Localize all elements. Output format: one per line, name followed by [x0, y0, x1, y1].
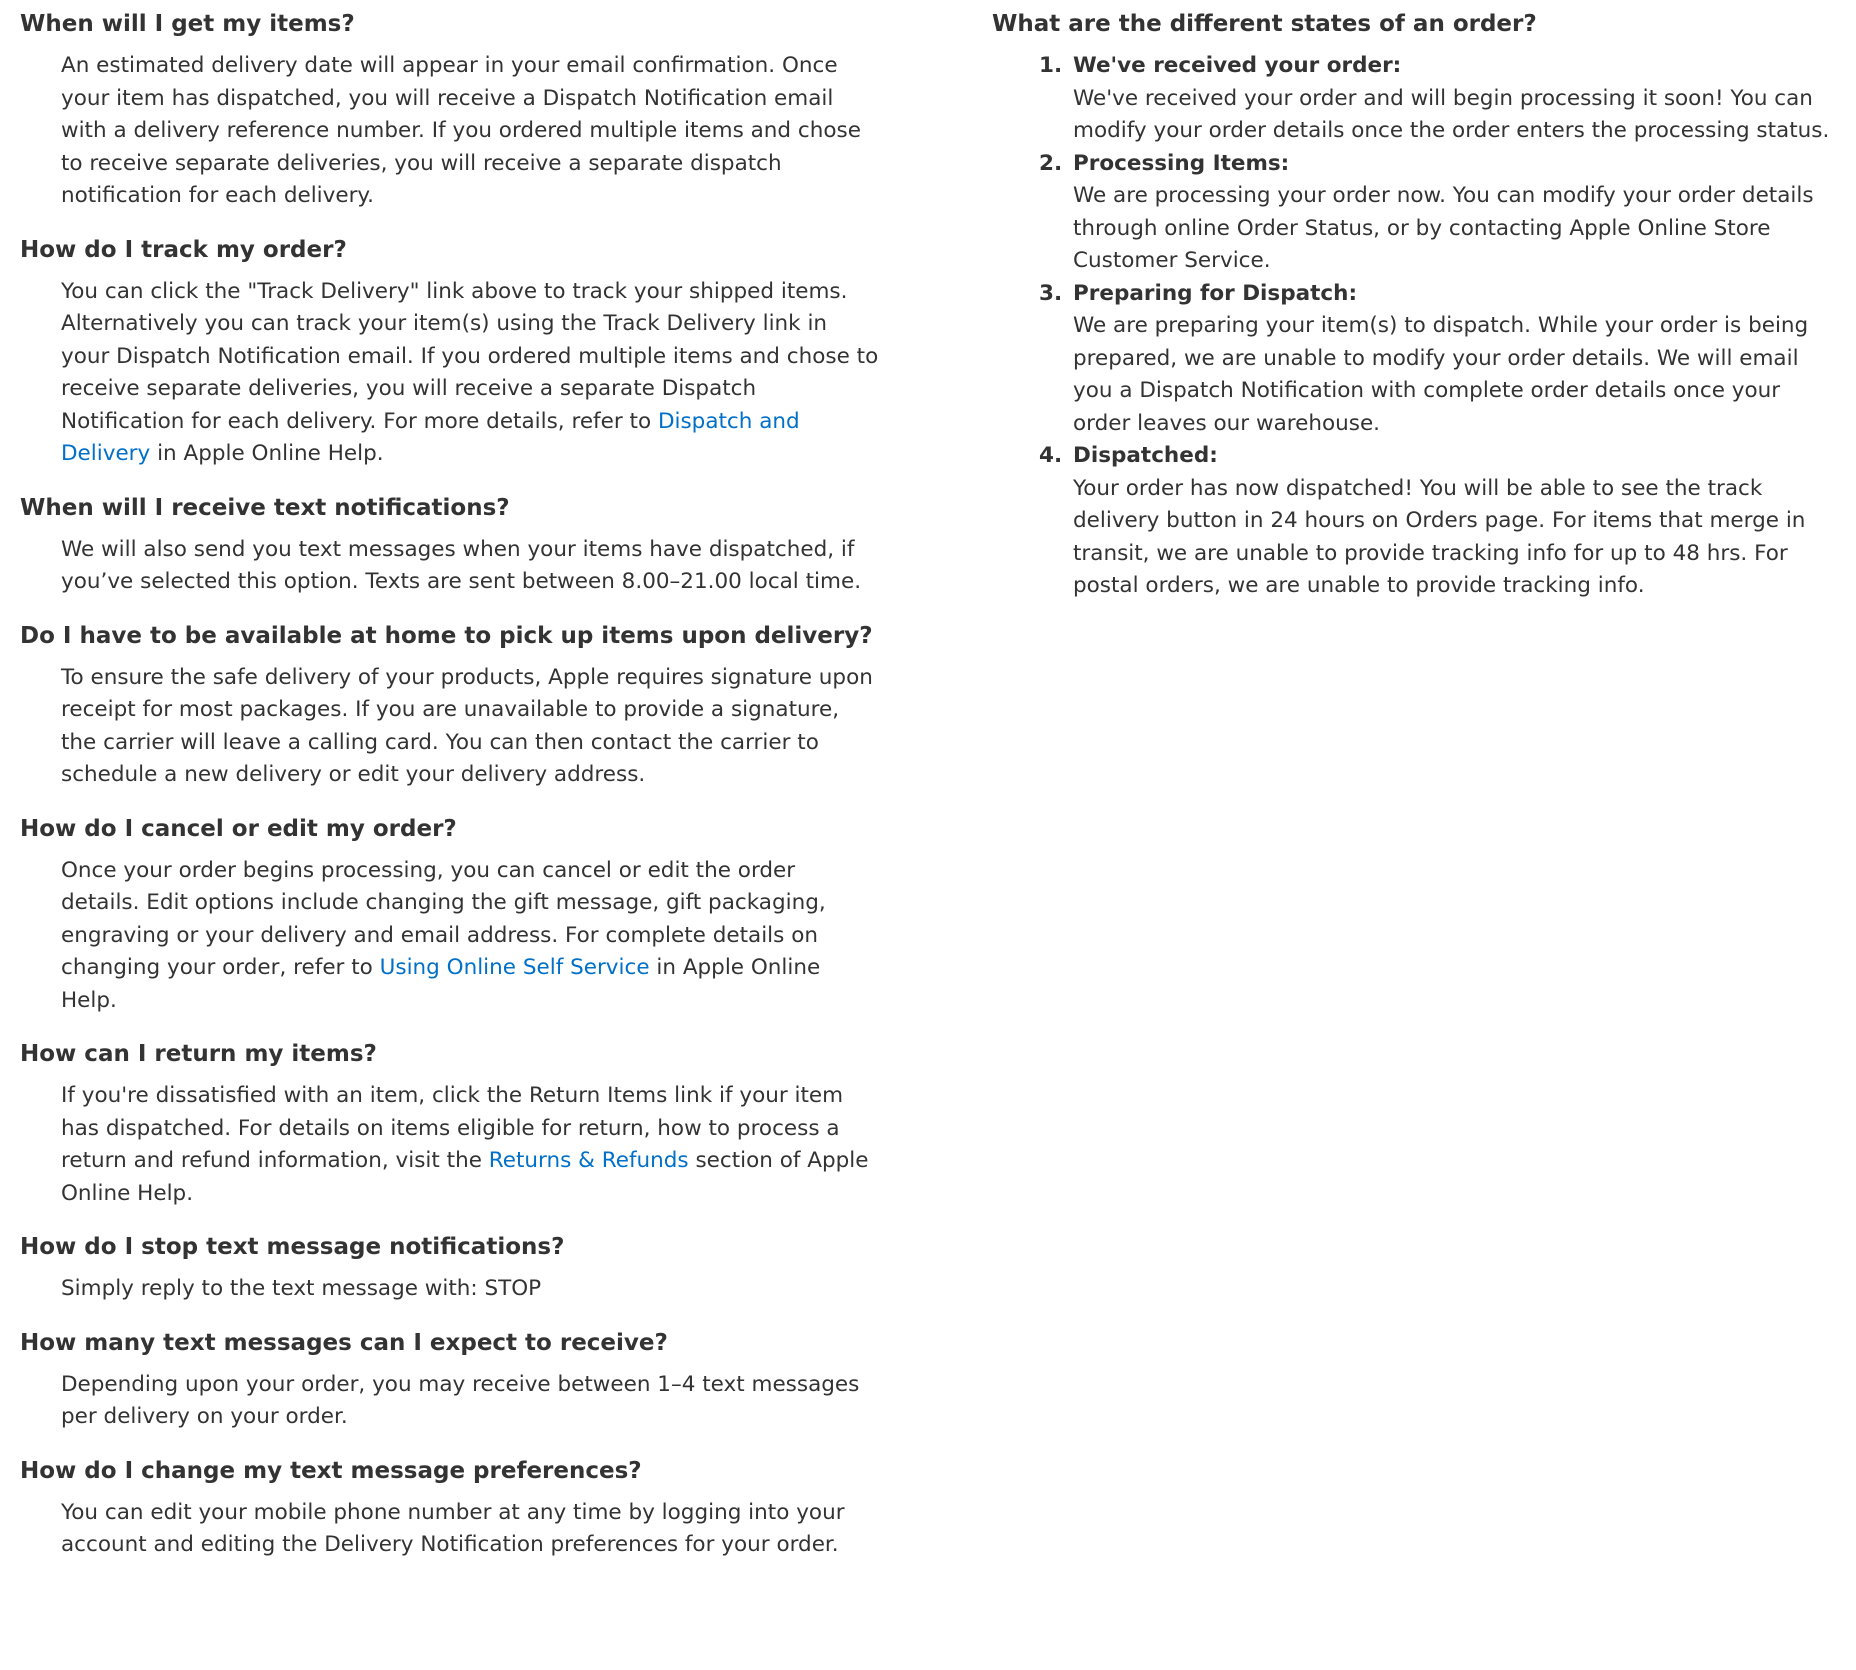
faq-item-return-items [20, 1038, 880, 1210]
faq-question: When will I receive text notifications? [20, 494, 510, 521]
faq-answer-text: Simply reply to the text message with: STOP [61, 1276, 542, 1301]
faq-answer [61, 534, 880, 599]
returns-and-refunds-link[interactable]: Returns & Refunds [488, 1148, 689, 1173]
faq-answer-text: Once your order begins processing, you can cancel or edit the order details. Edit options include changing the gift message, gift packaging, engraving or your delivery and email address. For complete details on changing your order, refer to [61, 857, 826, 980]
faq-answer-text: We will also send you text messages when your items have dispatched, if you’ve selected this option. Texts are sent between 8.00–21.00 local time. [61, 536, 862, 594]
state-title: Preparing for Dispatch: [1073, 280, 1358, 306]
faq-question: How do I change my text message preferences? [20, 1457, 642, 1484]
state-title: Dispatched: [1073, 443, 1218, 468]
faq-question: How do I track my order? [20, 236, 347, 263]
faq-answer [61, 1369, 880, 1434]
faq-answer [61, 1497, 880, 1562]
faq-item-how-many-texts [20, 1327, 880, 1434]
faq-answer [61, 662, 880, 792]
dispatch-and-delivery-link[interactable]: Dispatch and Delivery [61, 408, 800, 466]
faq-item-available-at-home [20, 620, 880, 792]
state-title: Processing Items: [1073, 150, 1290, 176]
state-number: 3. [1039, 280, 1063, 306]
faq-answer-text: Depending upon your order, you may receive between 1–4 text messages per delivery on your order. [61, 1371, 860, 1429]
order-states-list [992, 50, 1832, 603]
faq-answer-text: An estimated delivery date will appear in your email confirmation. Once your item has dispatched, you will receive a Dispatch Notification email with a delivery reference number. If you ordered multiple items and chose to receive separate deliveries, you will receive a separate dispatch notification for each delivery. [61, 53, 861, 208]
using-online-self-service-link[interactable]: Using Online Self Service [379, 955, 650, 980]
faq-answer [61, 1273, 880, 1306]
state-description: We are preparing your item(s) to dispatch. While your order is being prepared, we are unable to modify your order details. We will email you a Dispatch Notification with complete order details once your order leaves our warehouse. [1073, 313, 1809, 436]
faq-answer-text: section of Apple Online Help. [61, 1148, 869, 1206]
state-description: Your order has now dispatched! You will be able to see the track delivery button in 24 hours on Orders page. For items that merge in transit, we are unable to provide tracking info for up to 48 hrs. For postal orders, we are unable to provide tracking info. [1073, 475, 1806, 598]
faq-question: How many text messages can I expect to receive? [20, 1329, 668, 1356]
faq-answer-text: You can click the "Track Delivery" link above to track your shipped items. Alternatively you can track your item(s) using the Track Delivery link in your Dispatch Notification email. If you ordered multiple items and chose to receive separate deliveries, you will receive a separate Dispatch Notification for each delivery. For more details, refer to [61, 278, 879, 434]
faq-answer [61, 855, 880, 1018]
state-number: 4. [1039, 443, 1063, 468]
faq-item-text-notifications [20, 492, 880, 599]
faq-item-stop-text [20, 1231, 880, 1306]
state-title: We've received your order: [1073, 53, 1402, 78]
faq-answer-text: If you're dissatisfied with an item, click the Return Items link if your item has dispatched. For details on items eligible for return, how to process a return and refund information, visit the [61, 1083, 844, 1173]
order-states-column [992, 8, 1832, 603]
faq-question: How do I cancel or edit my order? [20, 815, 457, 842]
state-description: We've received your order and will begin processing it soon! You can modify your order details once the order enters the processing status. [1073, 85, 1830, 143]
state-number: 1. [1039, 53, 1063, 78]
faq-answer [61, 1080, 880, 1210]
faq-item-cancel-edit [20, 813, 880, 1018]
faq-item-track-order [20, 234, 880, 471]
state-number: 2. [1039, 150, 1063, 176]
order-state-processing [992, 148, 1832, 278]
faq-answer-text: in Apple Online Help. [150, 441, 384, 466]
faq-answer-text: To ensure the safe delivery of your products, Apple requires signature upon receipt for most packages. If you are unavailable to provide a signature, the carrier will leave a calling card. You can then contact the carrier to schedule a new delivery or edit your delivery address. [61, 664, 873, 787]
faq-question: Do I have to be available at home to pick up items upon delivery? [20, 622, 873, 649]
faq-answer-text: in Apple Online Help. [61, 955, 821, 1013]
state-description: We are processing your order now. You can modify your order details through online Order Status, or by contacting Apple Online Store Customer Service. [1073, 183, 1814, 273]
faq-answer [61, 276, 880, 471]
faq-answer [61, 50, 880, 213]
faq-question: How do I stop text message notifications? [20, 1234, 565, 1260]
faq-question: When will I get my items? [20, 11, 355, 37]
faq-question: How can I return my items? [20, 1041, 377, 1067]
faq-item-text-preferences [20, 1455, 880, 1562]
faq-item-get-items [20, 8, 880, 213]
order-state-received [992, 50, 1832, 148]
order-state-dispatched [992, 440, 1832, 603]
faq-column [20, 8, 880, 1583]
faq-answer-text: You can edit your mobile phone number at any time by logging into your account and editing the Delivery Notification preferences for your order. [61, 1499, 845, 1557]
order-states-heading: What are the different states of an order? [992, 11, 1537, 37]
order-state-preparing [992, 278, 1832, 441]
